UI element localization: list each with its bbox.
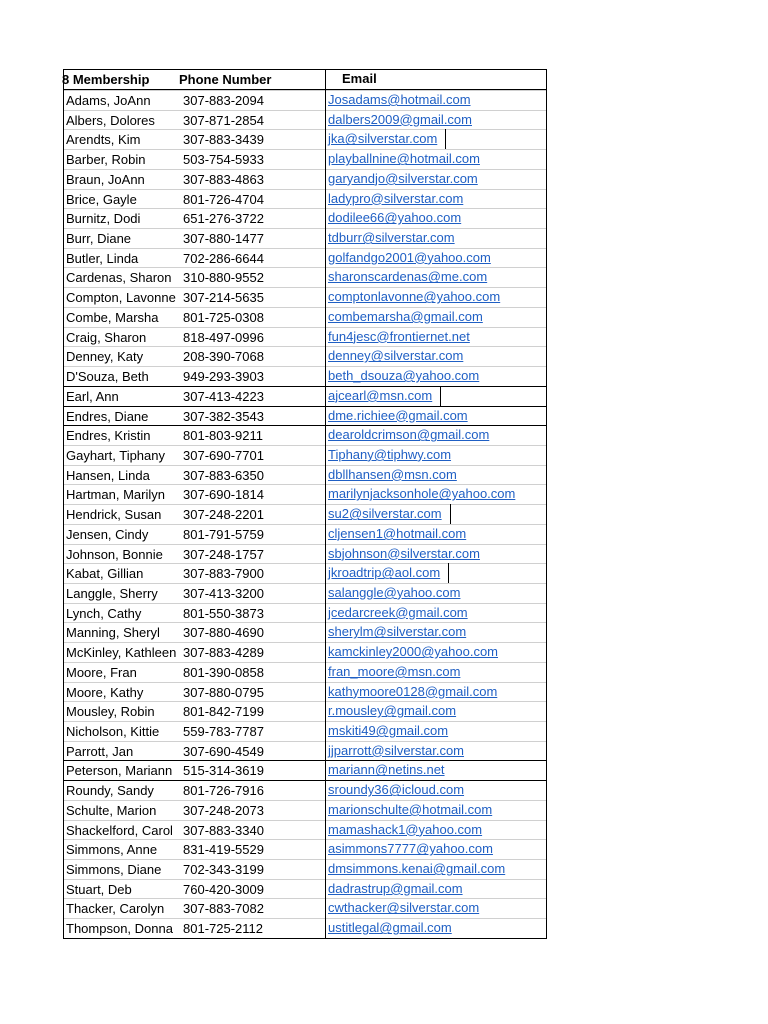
- member-phone: 307-883-2094: [183, 93, 264, 108]
- table-body: [64, 90, 546, 938]
- member-email-link[interactable]: Josadams@hotmail.com: [328, 92, 471, 107]
- member-email-cell: [325, 682, 545, 702]
- table-row: [64, 918, 546, 938]
- member-email-link[interactable]: jka@silverstar.com: [328, 129, 446, 149]
- member-name: Braun, JoAnn: [66, 171, 145, 187]
- member-email-cell: [325, 839, 545, 859]
- member-email-link[interactable]: comptonlavonne@yahoo.com: [328, 289, 501, 305]
- member-email-cell: [325, 642, 545, 662]
- table-row: [64, 287, 546, 307]
- member-name: Johnson, Bonnie: [66, 546, 163, 562]
- member-name: Kabat, Gillian: [66, 566, 144, 582]
- table-row: [64, 307, 546, 327]
- table-row: [64, 406, 546, 426]
- member-name: Stuart, Deb: [66, 881, 132, 897]
- member-email-cell: [325, 544, 545, 564]
- member-name: Manning, Sheryl: [66, 625, 160, 641]
- member-email-link[interactable]: jkroadtrip@aol.com: [328, 563, 449, 583]
- table-row: [64, 484, 546, 504]
- member-name: Jensen, Cindy: [66, 526, 149, 542]
- member-name: Earl, Ann: [66, 388, 119, 404]
- member-name: Hansen, Linda: [66, 467, 150, 483]
- member-phone: 801-390-0858: [183, 664, 264, 680]
- member-name: Hartman, Marilyn: [66, 487, 165, 503]
- member-email-cell: [325, 327, 545, 347]
- header-email: Email: [325, 69, 545, 89]
- member-email-link[interactable]: beth_dsouza@yahoo.com: [328, 368, 480, 384]
- table-row: [64, 465, 546, 485]
- member-email-link[interactable]: ajcearl@msn.com: [328, 386, 441, 406]
- member-email-cell: [325, 898, 545, 918]
- table-row: [64, 544, 546, 564]
- member-email-cell: [325, 425, 545, 445]
- member-email-cell: [325, 386, 545, 406]
- table-row: [64, 524, 546, 544]
- header-membership: 8 Membership: [62, 72, 150, 87]
- member-name: Nicholson, Kittie: [66, 724, 160, 739]
- member-phone: 801-725-0308: [183, 309, 264, 325]
- member-email-link[interactable]: marionschulte@hotmail.com: [328, 801, 493, 817]
- member-name: Thacker, Carolyn: [66, 901, 165, 917]
- member-phone: 307-248-2201: [183, 507, 264, 523]
- member-email-cell: [325, 800, 545, 820]
- member-name: Simmons, Diane: [66, 862, 162, 878]
- table-row: [64, 386, 546, 406]
- member-name: Lynch, Cathy: [66, 605, 142, 621]
- member-email-cell: [325, 583, 545, 603]
- member-email-link[interactable]: dalbers2009@gmail.com: [328, 111, 472, 127]
- member-email-link[interactable]: asimmons7777@yahoo.com: [328, 841, 493, 857]
- member-email-link[interactable]: cwthacker@silverstar.com: [328, 900, 480, 916]
- member-phone: 307-883-3340: [183, 822, 264, 838]
- member-phone: 307-413-3200: [183, 585, 264, 601]
- member-email-link[interactable]: tdburr@silverstar.com: [328, 230, 455, 246]
- table-row: [64, 898, 546, 918]
- member-email-link[interactable]: golfandgo2001@yahoo.com: [328, 249, 491, 265]
- member-email-cell: [325, 307, 545, 327]
- table-row: [64, 169, 546, 189]
- table-row: [64, 839, 546, 859]
- header-phone-number: Phone Number: [179, 72, 272, 87]
- member-email-link[interactable]: dadrastrup@gmail.com: [328, 880, 463, 896]
- member-email-cell: [325, 189, 545, 209]
- member-phone: 801-791-5759: [183, 526, 264, 542]
- table-row: [64, 642, 546, 662]
- member-email-cell: [325, 820, 545, 840]
- member-name: Butler, Linda: [66, 250, 139, 266]
- member-email-cell: [325, 741, 545, 761]
- member-phone: 818-497-0996: [183, 329, 264, 345]
- member-email-cell: [325, 504, 545, 524]
- member-email-link[interactable]: denney@silverstar.com: [328, 348, 464, 364]
- member-phone: 515-314-3619: [183, 763, 264, 779]
- member-name: Moore, Kathy: [66, 684, 144, 700]
- member-phone: 801-726-4704: [183, 191, 264, 207]
- member-email-cell: [325, 662, 545, 682]
- membership-table: [63, 69, 547, 939]
- member-email-link[interactable]: mariann@netins.net: [328, 762, 445, 778]
- table-row: [64, 228, 546, 248]
- table-row: [64, 583, 546, 603]
- table-row: [64, 682, 546, 702]
- table-row: [64, 721, 546, 741]
- member-phone: 307-413-4223: [183, 388, 264, 404]
- member-name: Simmons, Anne: [66, 842, 158, 858]
- member-name: Combe, Marsha: [66, 309, 159, 325]
- member-name: Langgle, Sherry: [66, 585, 158, 601]
- member-name: Adams, JoAnn: [66, 93, 151, 108]
- table-row: [64, 780, 546, 800]
- member-email-cell: [325, 346, 545, 366]
- table-row: [64, 208, 546, 228]
- member-email-link[interactable]: r.mousley@gmail.com: [328, 703, 457, 719]
- member-email-cell: [325, 149, 545, 169]
- table-row: [64, 760, 546, 780]
- table-row: [64, 820, 546, 840]
- member-email-link[interactable]: dmsimmons.kenai@gmail.com: [328, 861, 506, 877]
- member-email-cell: [325, 859, 545, 879]
- member-phone: 801-550-3873: [183, 605, 264, 621]
- member-email-link[interactable]: jcedarcreek@gmail.com: [328, 604, 468, 620]
- member-name: Peterson, Mariann: [66, 763, 173, 779]
- member-email-cell: [325, 248, 545, 268]
- table-row: [64, 149, 546, 169]
- member-email-cell: [325, 406, 545, 426]
- member-phone: 307-382-3543: [183, 408, 264, 424]
- member-email-link[interactable]: sharonscardenas@me.com: [328, 269, 488, 285]
- member-email-link[interactable]: playballnine@hotmail.com: [328, 151, 480, 167]
- table-row: [64, 603, 546, 623]
- member-phone: 307-880-4690: [183, 625, 264, 641]
- member-name: Arendts, Kim: [66, 132, 141, 148]
- member-phone: 307-883-7900: [183, 566, 264, 582]
- member-email-link[interactable]: ustitlegal@gmail.com: [328, 920, 452, 936]
- member-phone: 801-726-7916: [183, 783, 264, 799]
- member-email-cell: [325, 484, 545, 504]
- member-email-cell: [325, 129, 545, 149]
- member-email-link[interactable]: su2@silverstar.com: [328, 504, 451, 524]
- member-name: Cardenas, Sharon: [66, 270, 172, 286]
- table-row: [64, 879, 546, 899]
- table-row: [64, 504, 546, 524]
- member-email-cell: [325, 110, 545, 130]
- member-name: Brice, Gayle: [66, 191, 137, 207]
- member-name: Denney, Katy: [66, 349, 144, 365]
- member-phone: 702-286-6644: [183, 250, 264, 266]
- member-phone: 801-803-9211: [183, 428, 263, 444]
- member-email-link[interactable]: kathymoore0128@gmail.com: [328, 683, 498, 699]
- member-phone: 760-420-3009: [183, 881, 264, 897]
- member-phone: 307-690-7701: [183, 447, 264, 463]
- table-header-row: [64, 70, 546, 90]
- member-email-link[interactable]: sherylm@silverstar.com: [328, 624, 467, 640]
- member-name: Gayhart, Tiphany: [66, 447, 165, 463]
- member-email-cell: [325, 760, 545, 780]
- table-row: [64, 346, 546, 366]
- member-phone: 307-883-7082: [183, 901, 264, 917]
- member-email-cell: [325, 445, 545, 465]
- member-phone: 307-883-6350: [183, 467, 264, 483]
- table-row: [64, 129, 546, 149]
- member-phone: 310-880-9552: [183, 270, 264, 286]
- member-email-link[interactable]: Tiphany@tiphwy.com: [328, 446, 452, 462]
- member-name: Compton, Lavonne: [66, 290, 176, 306]
- member-phone: 559-783-7787: [183, 724, 264, 739]
- member-email-link[interactable]: combemarsha@gmail.com: [328, 308, 483, 324]
- member-email-cell: [325, 366, 545, 386]
- member-phone: 307-871-2854: [183, 112, 264, 128]
- member-email-link[interactable]: fun4jesc@frontiernet.net: [328, 328, 470, 344]
- member-phone: 307-214-5635: [183, 290, 264, 306]
- member-email-cell: [325, 524, 545, 544]
- member-phone: 702-343-3199: [183, 862, 264, 878]
- member-name: Burr, Diane: [66, 231, 132, 247]
- table-row: [64, 189, 546, 209]
- member-name: Thompson, Donna: [66, 921, 173, 937]
- member-phone: 307-248-2073: [183, 802, 264, 818]
- member-email-cell: [325, 879, 545, 899]
- member-name: Craig, Sharon: [66, 329, 147, 345]
- member-email-link[interactable]: fran_moore@msn.com: [328, 663, 461, 679]
- table-row: [64, 741, 546, 761]
- member-name: D'Souza, Beth: [66, 369, 149, 385]
- member-phone: 307-880-1477: [183, 231, 264, 247]
- member-email-link[interactable]: mamashack1@yahoo.com: [328, 821, 483, 837]
- member-email-cell: [325, 287, 545, 307]
- member-email-link[interactable]: ladypro@silverstar.com: [328, 190, 464, 206]
- member-email-link[interactable]: dbllhansen@msn.com: [328, 466, 457, 482]
- member-name: Albers, Dolores: [66, 112, 155, 128]
- member-email-link[interactable]: cljensen1@hotmail.com: [328, 525, 467, 541]
- member-email-cell: [325, 721, 545, 741]
- member-name: Barber, Robin: [66, 152, 146, 168]
- member-phone: 307-883-4289: [183, 645, 264, 661]
- table-row: [64, 662, 546, 682]
- member-name: McKinley, Kathleen: [66, 645, 177, 661]
- member-email-link[interactable]: dme.richiee@gmail.com: [328, 407, 468, 423]
- member-phone: 307-690-4549: [183, 743, 264, 759]
- member-name: Hendrick, Susan: [66, 507, 162, 523]
- member-email-link[interactable]: sbjohnson@silverstar.com: [328, 545, 480, 561]
- member-email-link[interactable]: marilynjacksonhole@yahoo.com: [328, 486, 516, 502]
- member-email-link[interactable]: kamckinley2000@yahoo.com: [328, 644, 499, 660]
- member-name: Shackelford, Carol: [66, 822, 173, 838]
- member-email-cell: [325, 208, 545, 228]
- member-phone: 307-690-1814: [183, 487, 264, 503]
- member-email-cell: [325, 465, 545, 485]
- table-row: [64, 327, 546, 347]
- member-phone: 307-883-3439: [183, 132, 264, 148]
- member-email-link[interactable]: sroundy36@icloud.com: [328, 782, 465, 798]
- table-row: [64, 267, 546, 287]
- table-row: [64, 800, 546, 820]
- member-email-link[interactable]: salanggle@yahoo.com: [328, 584, 461, 600]
- member-email-cell: [325, 563, 545, 583]
- table-row: [64, 110, 546, 130]
- member-phone: 801-725-2112: [183, 921, 263, 937]
- member-name: Schulte, Marion: [66, 802, 157, 818]
- member-email-link[interactable]: jjparrott@silverstar.com: [328, 742, 465, 758]
- member-phone: 307-880-0795: [183, 684, 264, 700]
- table-row: [64, 445, 546, 465]
- member-email-cell: [325, 918, 545, 938]
- member-email-cell: [325, 90, 545, 110]
- member-email-link[interactable]: dodilee66@yahoo.com: [328, 210, 462, 226]
- member-phone: 307-883-4863: [183, 171, 264, 187]
- member-phone: 307-248-1757: [183, 546, 264, 562]
- member-name: Mousley, Robin: [66, 704, 155, 720]
- table-row: [64, 425, 546, 445]
- member-name: Moore, Fran: [66, 664, 137, 680]
- member-phone: 831-419-5529: [183, 842, 264, 858]
- member-email-cell: [325, 603, 545, 623]
- member-phone: 651-276-3722: [183, 211, 264, 227]
- table-row: [64, 622, 546, 642]
- member-email-cell: [325, 622, 545, 642]
- table-row: [64, 563, 546, 583]
- table-row: [64, 701, 546, 721]
- member-email-link[interactable]: mskiti49@gmail.com: [328, 723, 449, 738]
- member-email-link[interactable]: dearoldcrimson@gmail.com: [328, 427, 490, 443]
- member-name: Endres, Diane: [66, 408, 149, 424]
- table-row: [64, 366, 546, 386]
- member-phone: 208-390-7068: [183, 349, 264, 365]
- member-email-link[interactable]: garyandjo@silverstar.com: [328, 170, 478, 186]
- table-row: [64, 248, 546, 268]
- table-row: [64, 90, 546, 110]
- member-phone: 503-754-5933: [183, 152, 264, 168]
- member-name: Roundy, Sandy: [66, 783, 154, 799]
- member-phone: 949-293-3903: [183, 369, 264, 385]
- member-name: Endres, Kristin: [66, 428, 151, 444]
- member-phone: 801-842-7199: [183, 704, 264, 720]
- table-row: [64, 859, 546, 879]
- member-email-cell: [325, 701, 545, 721]
- member-name: Parrott, Jan: [66, 743, 134, 759]
- member-email-cell: [325, 780, 545, 800]
- member-email-cell: [325, 267, 545, 287]
- member-email-cell: [325, 169, 545, 189]
- member-email-cell: [325, 228, 545, 248]
- member-name: Burnitz, Dodi: [66, 211, 141, 227]
